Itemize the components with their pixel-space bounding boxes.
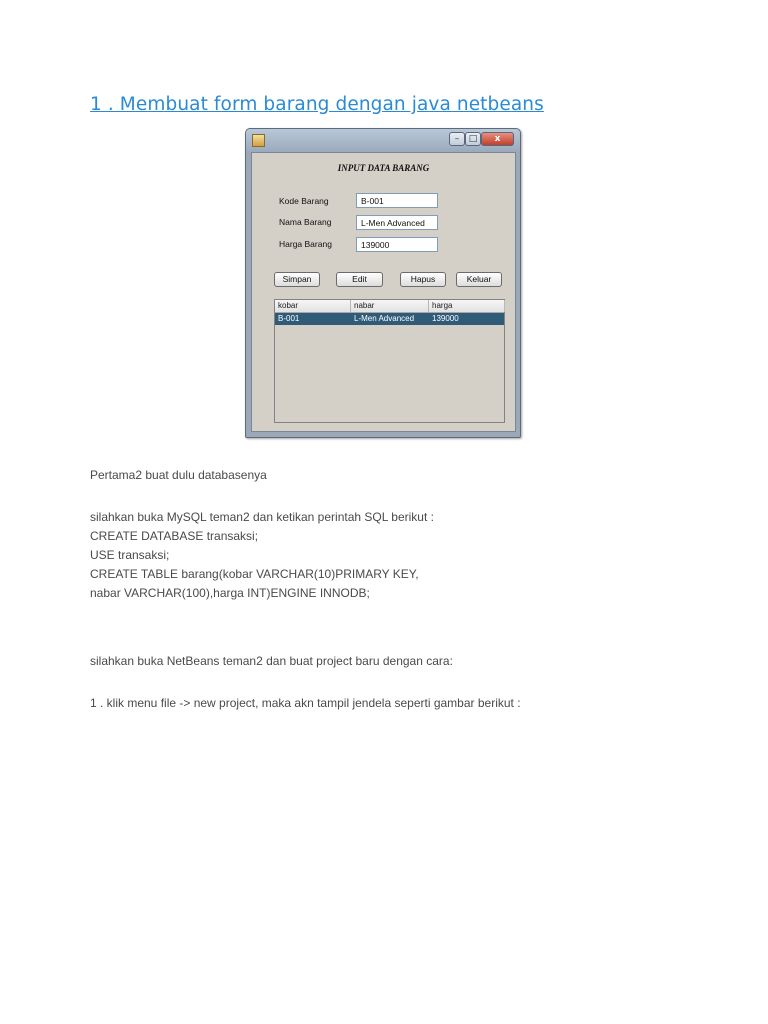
edit-button[interactable]: Edit xyxy=(336,272,383,287)
nama-barang-label: Nama Barang xyxy=(279,217,332,227)
table-header xyxy=(275,300,504,313)
barang-table[interactable] xyxy=(274,299,505,423)
sql-line: silahkan buka MySQL teman2 dan ketikan perintah SQL berikut : xyxy=(90,510,434,524)
table-cell-harga: 139000 xyxy=(432,314,459,323)
window-titlebar xyxy=(246,129,520,152)
sql-line: CREATE TABLE barang(kobar VARCHAR(10)PRIMARY KEY, xyxy=(90,567,419,581)
sql-line: USE transaksi; xyxy=(90,548,170,562)
java-form-screenshot xyxy=(245,128,521,438)
table-cell-nabar: L-Men Advanced xyxy=(354,314,415,323)
sql-line: nabar VARCHAR(100),harga INT)ENGINE INNODB; xyxy=(90,586,370,600)
page-heading: 1 . Membuat form barang dengan java netbeans xyxy=(90,94,544,115)
column-header-harga[interactable]: harga xyxy=(429,300,505,312)
nama-barang-input[interactable]: L-Men Advanced xyxy=(356,215,438,230)
column-header-kobar[interactable]: kobar xyxy=(275,300,351,312)
close-button[interactable]: x xyxy=(481,132,514,146)
column-header-nabar[interactable]: nabar xyxy=(351,300,429,312)
minimize-button[interactable]: – xyxy=(449,132,465,146)
sql-instructions xyxy=(90,508,434,603)
step-1-paragraph: 1 . klik menu file -> new project, maka akn tampil jendela seperti gambar berikut : xyxy=(90,696,521,710)
table-cell-kobar: B-001 xyxy=(278,314,300,323)
java-app-icon xyxy=(252,134,265,147)
form-panel xyxy=(251,152,516,432)
sql-line: CREATE DATABASE transaksi; xyxy=(90,529,259,543)
simpan-button[interactable]: Simpan xyxy=(274,272,320,287)
kode-barang-label: Kode Barang xyxy=(279,196,329,206)
netbeans-paragraph: silahkan buka NetBeans teman2 dan buat project baru dengan cara: xyxy=(90,654,453,668)
form-title: INPUT DATA BARANG xyxy=(337,163,430,173)
table-row[interactable] xyxy=(275,313,504,325)
harga-barang-input[interactable]: 139000 xyxy=(356,237,438,252)
kode-barang-input[interactable]: B-001 xyxy=(356,193,438,208)
maximize-button[interactable]: □ xyxy=(465,132,481,146)
intro-paragraph: Pertama2 buat dulu databasenya xyxy=(90,468,267,482)
keluar-button[interactable]: Keluar xyxy=(456,272,502,287)
harga-barang-label: Harga Barang xyxy=(279,239,332,249)
hapus-button[interactable]: Hapus xyxy=(400,272,446,287)
